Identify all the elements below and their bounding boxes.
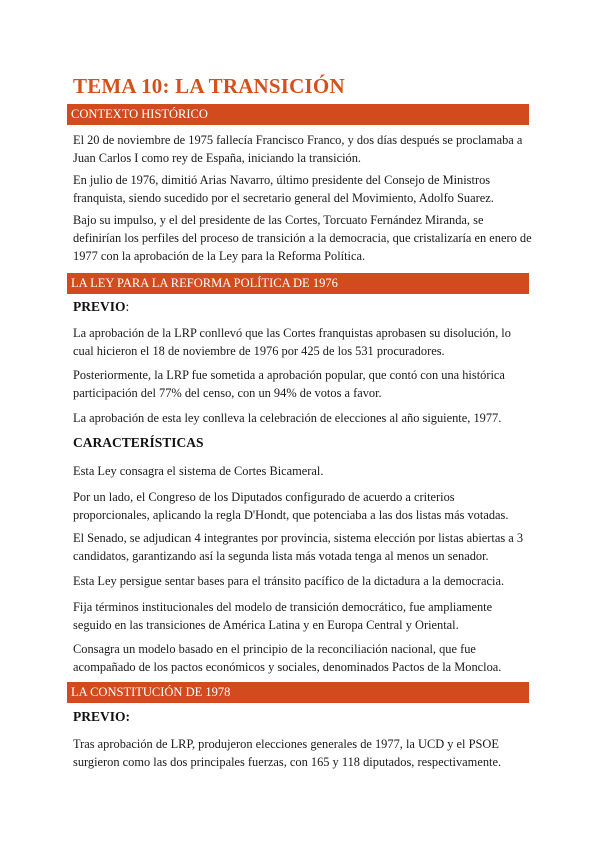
section-heading-constitucion: LA CONSTITUCIÓN DE 1978	[67, 682, 529, 703]
paragraph: Consagra un modelo basado en el principio de la reconciliación nacional, que fue acompañado de los pactos económicos y sociales, denominados Pactos de la Moncloa.	[73, 642, 502, 674]
paragraph: Por un lado, el Congreso de los Diputados configurado de acuerdo a criterios proporcionales, aplicando la regla D'Hondt, que potenciaba a las dos listas más votadas.	[73, 490, 509, 522]
subheading-previo-constitucion: PREVIO:	[73, 709, 130, 724]
paragraph: Esta Ley consagra el sistema de Cortes Bicameral.	[73, 464, 324, 478]
page-title: TEMA 10: LA TRANSICIÓN	[73, 74, 345, 98]
paragraph: El 20 de noviembre de 1975 fallecía Francisco Franco, y dos días después se proclamaba a Juan Carlos I como rey de España, iniciando la transición.	[73, 133, 523, 165]
paragraph: Posteriormente, la LRP fue sometida a aprobación popular, que contó con una histórica participación del 77% del censo, con un 94% de votos a favor.	[73, 368, 505, 400]
subheading-caracteristicas: CARACTERÍSTICAS	[73, 435, 204, 450]
section-heading-ley: LA LEY PARA LA REFORMA POLÍTICA DE 1976	[67, 273, 529, 294]
paragraph: Tras aprobación de LRP, produjeron elecciones generales de 1977, la UCD y el PSOE surgieron como las dos principales fuerzas, con 165 y 118 diputados, respectivamente.	[73, 737, 502, 769]
section-heading-contexto: CONTEXTO HISTÓRICO	[67, 104, 529, 125]
paragraph: Fija términos institucionales del modelo de transición democrático, fue ampliamente seguido en las transiciones de América Latina y en Europa Central y Oriental.	[73, 600, 493, 632]
paragraph: Esta Ley persigue sentar bases para el tránsito pacífico de la dictadura a la democracia.	[73, 574, 505, 588]
paragraph: Bajo su impulso, y el del presidente de las Cortes, Torcuato Fernández Miranda, se definirían los perfiles del proceso de transición a la democracia, que cristalizaría en enero de 1977 con la aprobación de la Ley para la Reforma Política.	[73, 213, 532, 263]
paragraph: En julio de 1976, dimitió Arias Navarro, último presidente del Consejo de Ministros franquista, siendo sucedido por el secretario general del Movimiento, Adolfo Suarez.	[73, 173, 494, 205]
paragraph: La aprobación de esta ley conlleva la celebración de elecciones al año siguiente, 1977.	[73, 411, 502, 425]
subheading-previo-label: PREVIO	[73, 299, 126, 314]
paragraph: La aprobación de la LRP conllevó que las Cortes franquistas aprobasen su disolución, lo cual hicieron el 18 de noviembre de 1976 por 425 de los 531 procuradores.	[73, 326, 511, 358]
paragraph: El Senado, se adjudican 4 integrantes por provincia, sistema elección por listas abiertas a 3 candidatos, garantizando así la segunda lista más votada tenga al menos un senador.	[73, 531, 524, 563]
subheading-previo	[73, 299, 129, 315]
subheading-previo-colon: :	[125, 299, 130, 314]
